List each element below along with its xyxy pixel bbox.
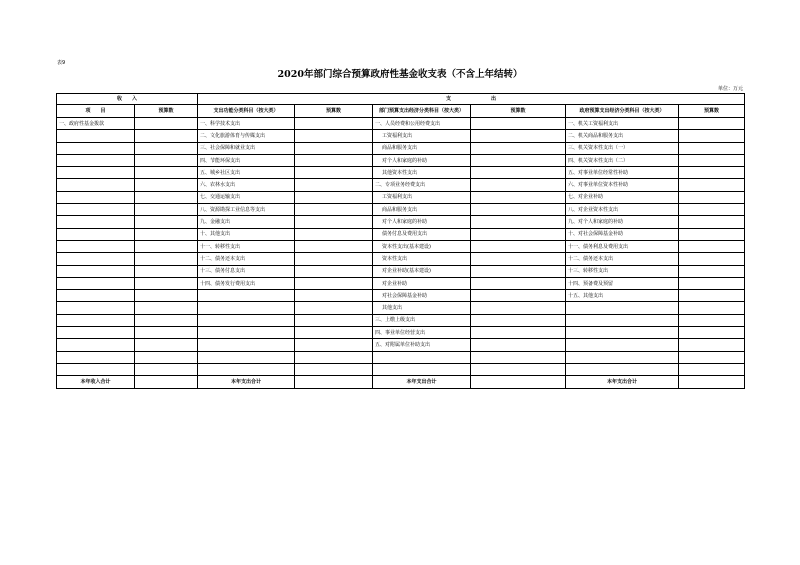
table-cell-dept-amount — [471, 154, 566, 166]
table-cell-gov-amount — [679, 302, 745, 314]
table-cell-gov-econ-item: 二、机关商品和服务支出 — [566, 130, 679, 142]
table-cell-gov-amount — [679, 253, 745, 265]
table-cell-func-class-item: 三、社会保障和就业支出 — [198, 142, 295, 154]
table-cell-income-amount — [135, 277, 198, 289]
table-cell-dept-amount — [471, 204, 566, 216]
table-cell-func-amount — [295, 339, 373, 351]
table-cell-income-amount — [135, 191, 198, 203]
table-cell-gov-econ-item: 十三、转移性支出 — [566, 265, 679, 277]
col-header-item: 项 目 — [57, 105, 135, 118]
table-cell-income-amount — [135, 167, 198, 179]
table-row — [57, 327, 745, 339]
table-cell-income-item — [57, 339, 135, 351]
table-cell-func-class-item: 十、其他支出 — [198, 228, 295, 240]
table-row — [57, 179, 745, 191]
table-cell-dept-amount — [471, 302, 566, 314]
table-row — [57, 228, 745, 240]
table-cell-gov-amount — [679, 240, 745, 252]
table-cell-gov-amount — [679, 327, 745, 339]
table-cell-dept-econ-item: 商品和服务支出 — [373, 142, 471, 154]
col-header-amount: 预算数 — [471, 105, 566, 118]
col-header-dept-econ-class: 部门预算支出经济分类科目（按大类） — [373, 105, 471, 118]
table-cell-income-item — [57, 265, 135, 277]
table-cell-gov-amount — [679, 191, 745, 203]
budget-table — [56, 93, 745, 389]
table-cell-func-class-item — [198, 302, 295, 314]
table-cell-income-item — [57, 191, 135, 203]
table-cell-gov-econ-item: 十、对社会保障基金补助 — [566, 228, 679, 240]
table-cell-dept-amount — [471, 253, 566, 265]
table-cell-income-item — [57, 253, 135, 265]
table-row — [57, 130, 745, 142]
table-cell-dept-amount — [471, 130, 566, 142]
expend-total-amount — [471, 376, 566, 389]
table-cell-income-amount — [135, 327, 198, 339]
table-cell-gov-econ-item: 八、对企业资本性支出 — [566, 204, 679, 216]
table-cell-income-amount — [135, 216, 198, 228]
table-cell-dept-amount — [471, 290, 566, 302]
table-cell-dept-econ-item: 其他资本性支出 — [373, 167, 471, 179]
table-row — [57, 363, 745, 375]
table-cell-income-item — [57, 327, 135, 339]
table-row — [57, 204, 745, 216]
table-cell-dept-amount — [471, 142, 566, 154]
table-cell-func-class-item: 十二、债务还本支出 — [198, 253, 295, 265]
table-cell-dept-amount — [471, 265, 566, 277]
table-cell-income-item — [57, 290, 135, 302]
table-cell-gov-econ-item — [566, 327, 679, 339]
table-cell-func-class-item — [198, 290, 295, 302]
table-cell-func-amount — [295, 191, 373, 203]
table-cell-income-amount — [135, 363, 198, 375]
table-cell-func-class-item: 十四、债务发行费用支出 — [198, 277, 295, 289]
expend-total-amount — [295, 376, 373, 389]
table-cell-gov-econ-item: 三、机关资本性支出（一） — [566, 142, 679, 154]
table-cell-func-amount — [295, 142, 373, 154]
table-cell-gov-econ-item: 十五、其他支出 — [566, 290, 679, 302]
table-cell-income-amount — [135, 240, 198, 252]
table-cell-func-amount — [295, 277, 373, 289]
expenditure-group-header: 支 出 — [198, 94, 745, 105]
table-row — [57, 167, 745, 179]
table-cell-dept-econ-item: 其他支出 — [373, 302, 471, 314]
table-cell-func-amount — [295, 265, 373, 277]
table-cell-gov-econ-item: 九、对个人和家庭的补助 — [566, 216, 679, 228]
expend-total-amount — [679, 376, 745, 389]
table-cell-func-amount — [295, 179, 373, 191]
income-group-header: 收 入 — [57, 94, 198, 105]
col-header-amount: 预算数 — [295, 105, 373, 118]
table-row — [57, 339, 745, 351]
table-cell-gov-amount — [679, 204, 745, 216]
table-cell-gov-econ-item — [566, 351, 679, 363]
table-cell-dept-amount — [471, 191, 566, 203]
table-cell-func-class-item — [198, 314, 295, 326]
table-row — [57, 351, 745, 363]
table-cell-func-class-item — [198, 327, 295, 339]
table-cell-income-amount — [135, 118, 198, 130]
table-cell-income-item — [57, 314, 135, 326]
table-cell-func-amount — [295, 130, 373, 142]
table-cell-func-class-item: 二、文化旅游体育与传媒支出 — [198, 130, 295, 142]
table-cell-income-item — [57, 277, 135, 289]
table-cell-gov-amount — [679, 277, 745, 289]
table-cell-gov-econ-item: 四、机关资本性支出（二） — [566, 154, 679, 166]
table-cell-income-amount — [135, 228, 198, 240]
table-cell-income-amount — [135, 142, 198, 154]
table-cell-func-class-item: 七、交通运输支出 — [198, 191, 295, 203]
table-cell-income-amount — [135, 351, 198, 363]
table-cell-income-item — [57, 363, 135, 375]
table-cell-dept-econ-item: 资本性支出 — [373, 253, 471, 265]
table-cell-dept-amount — [471, 351, 566, 363]
table-cell-dept-amount — [471, 118, 566, 130]
table-cell-dept-amount — [471, 179, 566, 191]
table-row — [57, 314, 745, 326]
table-cell-dept-econ-item: 一、人员经费和公用经费支出 — [373, 118, 471, 130]
table-cell-dept-econ-item — [373, 363, 471, 375]
table-cell-dept-econ-item: 商品和服务支出 — [373, 204, 471, 216]
col-header-gov-econ-class: 政府预算支出经济分类科目（按大类） — [566, 105, 679, 118]
table-cell-dept-econ-item: 五、对附属单位补助支出 — [373, 339, 471, 351]
table-cell-dept-amount — [471, 228, 566, 240]
table-cell-gov-amount — [679, 351, 745, 363]
income-total-amount — [135, 376, 198, 389]
table-cell-dept-econ-item: 资本性支出(基本建设) — [373, 240, 471, 252]
table-cell-dept-econ-item: 对企业补助(基本建设) — [373, 265, 471, 277]
table-row — [57, 253, 745, 265]
totals-row — [57, 376, 745, 389]
table-cell-func-amount — [295, 167, 373, 179]
table-cell-func-amount — [295, 290, 373, 302]
table-cell-dept-econ-item — [373, 351, 471, 363]
col-header-amount: 预算数 — [679, 105, 745, 118]
table-cell-func-amount — [295, 314, 373, 326]
table-cell-gov-amount — [679, 216, 745, 228]
table-cell-income-amount — [135, 253, 198, 265]
table-cell-gov-econ-item: 五、对事业单位经常性补助 — [566, 167, 679, 179]
table-cell-gov-amount — [679, 339, 745, 351]
table-cell-income-item — [57, 240, 135, 252]
table-row — [57, 290, 745, 302]
table-cell-gov-econ-item: 十二、债务还本支出 — [566, 253, 679, 265]
table-cell-income-item — [57, 167, 135, 179]
table-cell-dept-amount — [471, 314, 566, 326]
table-cell-func-class-item — [198, 339, 295, 351]
table-row — [57, 265, 745, 277]
table-cell-income-item — [57, 351, 135, 363]
table-cell-income-amount — [135, 265, 198, 277]
table-cell-func-class-item: 九、金融支出 — [198, 216, 295, 228]
table-cell-income-item: 一、政府性基金拨款 — [57, 118, 135, 130]
table-row — [57, 240, 745, 252]
expend-total-label: 本年支出合计 — [566, 376, 679, 389]
table-cell-income-item — [57, 216, 135, 228]
column-header-row — [57, 105, 745, 118]
table-cell-func-class-item: 八、资源勘探工业信息等支出 — [198, 204, 295, 216]
table-cell-func-class-item: 五、城乡社区支出 — [198, 167, 295, 179]
table-cell-gov-amount — [679, 179, 745, 191]
table-cell-dept-amount — [471, 240, 566, 252]
table-cell-income-amount — [135, 290, 198, 302]
col-header-amount: 预算数 — [135, 105, 198, 118]
table-cell-gov-econ-item: 六、对事业单位资本性补助 — [566, 179, 679, 191]
unit-label: 单位：万元 — [717, 86, 743, 92]
table-cell-income-item — [57, 179, 135, 191]
table-row — [57, 118, 745, 130]
table-row — [57, 302, 745, 314]
table-cell-dept-econ-item: 二、专项业务经费支出 — [373, 179, 471, 191]
table-row — [57, 277, 745, 289]
group-header-row — [57, 94, 745, 105]
table-cell-dept-econ-item: 四、事业单位经营支出 — [373, 327, 471, 339]
table-cell-func-amount — [295, 351, 373, 363]
table-cell-gov-econ-item — [566, 302, 679, 314]
table-cell-gov-econ-item: 十一、债务利息及费用支出 — [566, 240, 679, 252]
table-cell-income-amount — [135, 339, 198, 351]
table-cell-income-amount — [135, 314, 198, 326]
table-row — [57, 191, 745, 203]
table-cell-func-class-item — [198, 363, 295, 375]
table-cell-income-item — [57, 302, 135, 314]
table-cell-func-amount — [295, 302, 373, 314]
table-cell-dept-econ-item: 债务付息及费用支出 — [373, 228, 471, 240]
table-number: 表9 — [57, 60, 66, 66]
table-cell-dept-amount — [471, 339, 566, 351]
table-cell-gov-econ-item: 十四、预备费及预留 — [566, 277, 679, 289]
income-total-label: 本年收入合计 — [57, 376, 135, 389]
table-cell-func-class-item — [198, 351, 295, 363]
table-cell-func-amount — [295, 118, 373, 130]
table-cell-func-amount — [295, 154, 373, 166]
table-cell-gov-amount — [679, 167, 745, 179]
table-cell-gov-amount — [679, 228, 745, 240]
table-cell-func-class-item: 六、农林水支出 — [198, 179, 295, 191]
table-cell-gov-amount — [679, 265, 745, 277]
table-cell-func-class-item: 十三、债务付息支出 — [198, 265, 295, 277]
table-cell-gov-econ-item — [566, 314, 679, 326]
table-cell-func-amount — [295, 327, 373, 339]
table-cell-gov-amount — [679, 154, 745, 166]
table-cell-income-item — [57, 130, 135, 142]
table-cell-gov-amount — [679, 118, 745, 130]
table-cell-dept-amount — [471, 216, 566, 228]
table-row — [57, 216, 745, 228]
table-cell-income-amount — [135, 179, 198, 191]
table-cell-func-amount — [295, 216, 373, 228]
table-cell-dept-econ-item: 对社会保障基金补助 — [373, 290, 471, 302]
table-cell-func-class-item: 十一、转移性支出 — [198, 240, 295, 252]
table-cell-income-amount — [135, 302, 198, 314]
table-cell-gov-econ-item — [566, 363, 679, 375]
table-cell-func-amount — [295, 253, 373, 265]
table-cell-dept-econ-item: 对企业补助 — [373, 277, 471, 289]
table-cell-func-class-item: 四、节能环保支出 — [198, 154, 295, 166]
table-row — [57, 142, 745, 154]
document-title: 2020年部门综合预算政府性基金收支表（不含上年结转） — [277, 69, 523, 80]
table-cell-func-amount — [295, 363, 373, 375]
table-cell-func-class-item: 一、科学技术支出 — [198, 118, 295, 130]
table-cell-dept-econ-item: 工资福利支出 — [373, 191, 471, 203]
table-cell-dept-econ-item: 对个人和家庭的补助 — [373, 216, 471, 228]
table-cell-income-item — [57, 142, 135, 154]
table-cell-dept-amount — [471, 363, 566, 375]
table-cell-gov-econ-item: 七、对企业补助 — [566, 191, 679, 203]
expend-total-label: 本年支出合计 — [373, 376, 471, 389]
table-row — [57, 154, 745, 166]
expend-total-label: 本年支出合计 — [198, 376, 295, 389]
table-cell-gov-econ-item — [566, 339, 679, 351]
table-cell-income-item — [57, 204, 135, 216]
table-cell-gov-amount — [679, 130, 745, 142]
table-cell-income-item — [57, 154, 135, 166]
table-cell-func-amount — [295, 228, 373, 240]
table-cell-dept-amount — [471, 327, 566, 339]
table-cell-gov-econ-item: 一、机关工资福利支出 — [566, 118, 679, 130]
table-cell-dept-amount — [471, 167, 566, 179]
table-cell-income-amount — [135, 154, 198, 166]
table-cell-gov-amount — [679, 290, 745, 302]
table-cell-dept-econ-item: 工资福利支出 — [373, 130, 471, 142]
table-cell-gov-amount — [679, 142, 745, 154]
table-cell-income-amount — [135, 204, 198, 216]
col-header-func-class: 支出功能分类科目（按大类） — [198, 105, 295, 118]
table-cell-income-amount — [135, 130, 198, 142]
table-cell-dept-econ-item: 三、上缴上级支出 — [373, 314, 471, 326]
table-cell-func-amount — [295, 240, 373, 252]
table-cell-dept-econ-item: 对个人和家庭的补助 — [373, 154, 471, 166]
table-cell-income-item — [57, 228, 135, 240]
table-cell-dept-amount — [471, 277, 566, 289]
table-cell-gov-amount — [679, 363, 745, 375]
table-cell-func-amount — [295, 204, 373, 216]
table-cell-gov-amount — [679, 314, 745, 326]
